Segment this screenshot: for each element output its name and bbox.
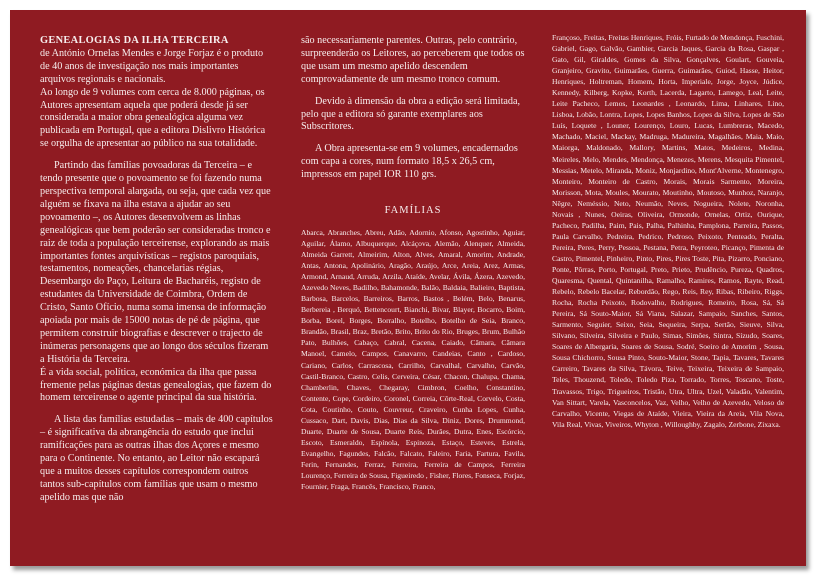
text-column-left xyxy=(40,35,273,514)
format-paragraph: A Obra apresenta-se em 9 volumes, encadernados com capa a cores, num formato 18,5 x 26,5 cm, impressos em papel IOR 110 grs. xyxy=(301,143,518,181)
limited-edition-paragraph: Devido à dimensão da obra a edição será limitada, pelo que a editora só garante exemplares aos Subscritores. xyxy=(301,95,521,133)
social-life-text: É a vida social, política, económica da ilha que passa fremente pelas páginas destas genealogias, que fazem do homem terceirense o agente principal da sua história. xyxy=(40,366,272,404)
book-title-heading: GENEALOGIAS DA ILHA TERCEIRA xyxy=(40,35,229,46)
continuation-paragraph: são necessariamente parentes. Outras, pelo contrário, surpreenderão os Leitores, ao perceberem que todos os que usam um mesmo apelido descendem comprovadamente de um mesmo tronco comum. xyxy=(301,35,525,85)
brochure-page xyxy=(10,10,806,566)
intro-text: de António Ornelas Mendes e Jorge Forjaz é o produto de 40 anos de investigação nos mais importantes arquivos regionais e nacionais. xyxy=(40,47,264,85)
families-list-part-2: Françoso, Freitas, Freitas Henriques, Fróis, Furtado de Mendonça, Fuschini, Gabriel, Gago, Galvão, Gambier, Garcia Jaques, Garcia da Rosa, Gaspar , Gato, Gil, Giraldes, Gomes da Silva, Gonçalves, Goulart, Gouveia, Granjeiro, Gravito, Guimarães, Guerra, Guimarães, Guiod, Hasse, Heitor, Henriques, Holtreman, Homem, Horta, Imperiale, Jorge, Joyce, Júdice, Kennedy, Kilberg, Kopke, Korth, Lacerda, Lagarto, Lamego, Leal, Leite, Leite Pacheco, Lemos, Leonardes , Leonardo, Lima, Linhares, Lino, Lisboa, Lobão, Lontra, Lopes, Lopes Banhos, Lopes da Silva, Lopes de São Luís, Loquete , Louner, Lourenço, Louro, Lucas, Lumbreras, Macedo, Machado, Maciel, Mackay, Madruga, Madureira, Magalhães, Maia, Maio, Maiorga, Maldonado, Mallory, Martins, Matos, Medeiros, Medina, Meireles, Melo, Mendes, Mendonça, Menezes, Merens, Mesquita Pimentel, Messias, Metelo, Miranda, Moniz, Monjardino, Mont'Alverne, Montenegro, Monteiro, Monteiro de Castro, Morais, Morais Sarmento, Moreira, Morisson, Mota, Moules, Mourato, Moutinho, Moutoso, Munhoz, Naranjo, Nêgre, Neméssio, Neto, Neumão, Neves, Nogueira, Nolete, Noronha, Novais , Nunes, Oeiras, Oliveira, Ormonde, Ornelas, Ortiz, Ourique, Pacheco, Padilha, Paim, Pais, Palha, Palhinha, Pamplona, Parreira, Passos, Paula Carvalho, Pedreira, Pedrico, Pedroso, Peixoto, Penteado, Peralta, Pereira, Peres, Perry, Pessoa, Pestana, Petra, Peyroteo, Picanço, Pimenta de Castro, Pimentel, Pinheiro, Pinto, Pires, Pires Toste, Pita, Pizarro, Ponciano, Ponte, Pôrras, Porto, Portugal, Preto, Prieto, Prudêncio, Pureza, Quadros, Quaresma, Quental, Quintanilha, Ramalho, Ramires, Ramos, Rayte, Read, Rebelo, Rebelo Bacelar, Rebordão, Rego, Reis, Rey, Ribas, Ribeiro, Riggs, Rocha, Rocha Peixoto, Rodovalho, Rodrigues, Romeiro, Rosa, Sá, Sá Pereira, Sá Souto-Maior, Sá Viana, Salazar, Sampaio, Sanches, Santos, Sarmento, Seguier, Seixo, Seia, Sequeira, Serpa, Sertão, Sieuve, Silva, Silvano, Silveira, Silveira e Paulo, Simas, Simões, Sintra, Sízudo, Soares, Soares de Albergaria, Soares de Sousa, Sodré, Soeiro de Amorim , Sousa, Sousa Chichorro, Sousa Pinto, Souto-Maior, Stone, Tapia, Tavares, Tavares Carreiro, Tavares da Silva, Távora, Teive, Teixeira, Teixeira de Sampaio, Teles, Thouzend, Toledo, Toledo Piza, Torrado, Torres, Toscano, Toste, Travassos, Trigo, Trigueiros, Tristão, Utra, Ultra, Uzel, Valadão, Valentim, Van Sittart, Varela, Vasconcelos, Vaz, Velho, Velho de Azevedo, Veloso de Carvalho, Vicente, Viegas de Ataíde, Vieira, Vieira da Areia, Vila Nova, Vila Real, Vivas, Viveiros, Whyton , Willoughby, Zagalo, Zerbone, Zixaxa. xyxy=(552,33,784,429)
families-heading: FAMÍLIAS xyxy=(384,205,442,217)
text-column-right xyxy=(552,32,784,430)
families-scope-paragraph: A lista das famílias estudadas – mais de 400 capítulos – é significativa da abrangência do estudo que inclui ramificações para as outras ilhas dos Açores e mesmo para o Continente. No entanto, ao Leitor não escapará que a muitos desses capítulos correspondem outros tantos sub-capítulos com famílias que usam o mesmo apelido mas que não xyxy=(40,414,273,503)
volumes-text: Ao longo de 9 volumes com cerca de 8.000 páginas, os Autores apresentam aquela que poderá desde já ser considerada a maior obra genealógica alguma vez publicada em Portugal, que a editora Dislivro Histórica se orgulha de apresentar ao público na sua totalidade. xyxy=(40,86,266,150)
settlement-paragraph xyxy=(40,160,273,405)
intro-paragraph xyxy=(40,35,273,151)
families-list-part-1: Abarca, Abranches, Abreu, Adão, Adornio, Afonso, Agostinho, Aguiar, Aguilar, Álamo, Albuquerque, Alcáçova, Alemão, Alenquer, Almeida, Almeida Garrett, Almeirim, Alton, Alves, Amaral, Amorim, Andrade, Antas, Antona, Apolinário, Aragão, Araújo, Arce, Areia, Arez, Armas, Armond, Arnaud, Arruda, Arzila, Ataíde, Avelar, Ávila, Ázera, Azevedo, Azevedo Neves, Badilho, Bahamonde, Balão, Baldaia, Balieiro, Baptista, Barbosa, Barcelos, Barreiros, Barros, Bastos , Belém, Belo, Benarus, Berbereia , Berquó, Bettencourt, Bianchi, Bivar, Blayer, Bocarro, Boim, Borba, Borel, Borges, Borralho, Botelho, Botelho de Seia, Branco, Brandão, Brasil, Braz, Bretão, Brito, Brito do Rio, Bruges, Brum, Bulhão Pato, Bulhões, Cabaço, Cabral, Cacena, Caiado, Câmara, Câmara Manoel, Camelo, Campos, Canavarro, Candeias, Canto , Cardoso, Cariano, Carlos, Carrascosa, Carrilho, Carvalhal, Carvalho, Carvão, Castil-Branco, Castro, Celis, Cerveira, César, Chacon, Chalupa, Chama, Chamberlin, Chaves, Chegaray, Cimbron, Coelho, Constantino, Contente, Cope, Cordeiro, Coronel, Correia, Côrte-Real, Corvelo, Costa, Cota, Coutinho, Couto, Couvreur, Craveiro, Cunha Lopes, Cunha, Cussaco, Dart, Davis, Dias, Dias da Silva, Diniz, Dores, Drummond, Duarte, Duarte de Sousa, Duarte Reis, Durães, Dutra, Enes, Escórcio, Escoto, Esmeraldo, Espínola, Espinoza, Estaço, Esteves, Estrela, Evangelho, Fagundes, Falcão, Falcato, Faleiro, Faria, Fartura, Favila, Ferin, Fernandes, Ferraz, Ferreira, Ferreira de Campos, Ferreira Lourenço, Ferreira de Sousa, Figueiredo , Fisher, Flores, Fonseca, Forjaz, Fournier, Fraga, Francês, Francisco, Franco, xyxy=(301,227,525,492)
text-column-middle xyxy=(301,35,525,492)
settlement-text: Partindo das famílias povoadoras da Terceira – e tendo presente que o povoamento se foi fazendo numa perspectiva temporal alargada, ou seja, que cada vez que alguém se fixava na ilha estava a ajudar ao seu povoamento –, os Autores desenvolvem as linhas genealógicas que bem poderão ser consideradas tronco e raiz de toda a população terceirense, explorando as mais importantes fontes arquivísticas – registos paroquiais, testamentos, nomeações, chancelarias régias, Desembargo do Paço, Leitura de Bacharéis, registo de estudantes da Universidade de Coimbra, Ordem de Cristo, Santo Ofício, numa soma imensa de informação apoiada por mais de 15000 notas de pé de página, que permitem construir biografias e descrever o trajecto de inúmeras personagens que ao longo dos séculos fizeram a História da Terceira. xyxy=(40,160,271,365)
